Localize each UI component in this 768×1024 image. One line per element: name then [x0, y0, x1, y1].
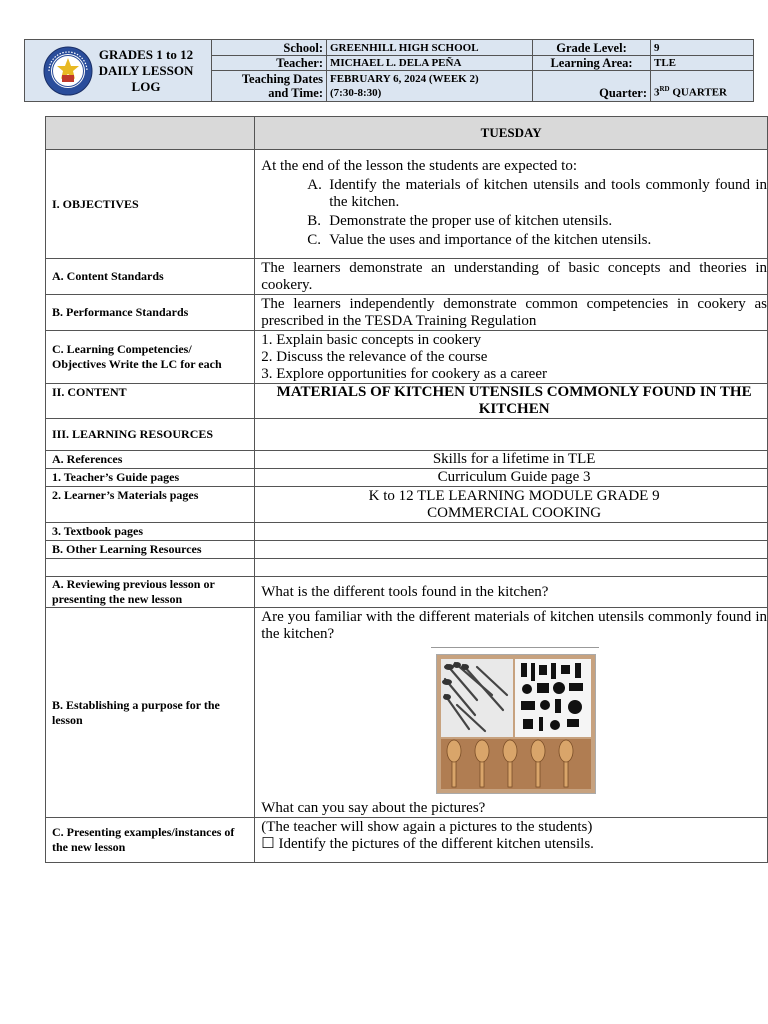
- content-standards-label: A. Content Standards: [46, 259, 255, 295]
- learning-resources-value: [255, 419, 768, 451]
- establishing-question: Are you familiar with the different materials of kitchen utensils commonly found in the kitchen?: [261, 609, 767, 642]
- presenting-line-2: ☐ Identify the pictures of the different kitchen utensils.: [261, 836, 594, 852]
- learners-materials-label: 2. Learner’s Materials pages: [46, 487, 255, 523]
- establishing-followup: What can you say about the pictures?: [261, 800, 486, 816]
- teachers-guide-row: [46, 469, 768, 487]
- deped-seal-icon: [43, 46, 93, 96]
- teachers-guide-value: Curriculum Guide page 3: [255, 469, 768, 487]
- quarter-value: 3RD QUARTER: [651, 71, 754, 102]
- learning-resources-label: III. LEARNING RESOURCES: [46, 419, 255, 451]
- content-standards-row: [46, 259, 768, 295]
- textbook-value: [255, 523, 768, 541]
- quarter-label: Quarter:: [533, 71, 651, 102]
- list-item: C. Value the uses and importance of the kitchen utensils.: [307, 231, 652, 248]
- objectives-intro: At the end of the lesson the students are expected to:: [261, 157, 577, 174]
- teacher-value: MICHAEL L. DELA PEÑA: [327, 56, 533, 71]
- content-standards-text: The learners demonstrate an understanding of basic concepts and theories in cookery.: [255, 259, 768, 295]
- performance-standards-text: The learners independently demonstrate common competencies in cookery as prescribed in the TESDA Training Regulation: [255, 295, 768, 331]
- learners-materials-value: K to 12 TLE LEARNING MODULE GRADE 9 COMMERCIAL COOKING: [255, 487, 768, 523]
- grade-level-label: Grade Level:: [533, 40, 651, 56]
- other-resources-label: B. Other Learning Resources: [46, 541, 255, 559]
- spacer-row: [46, 559, 768, 577]
- other-resources-row: [46, 541, 768, 559]
- spacer-cell: [46, 559, 255, 577]
- presenting-row: [46, 818, 768, 863]
- reviewing-row: [46, 577, 768, 608]
- establishing-content: [255, 608, 768, 818]
- list-item: A. Identify the materials of kitchen utensils and tools commonly found in the kitchen.: [307, 176, 767, 210]
- kitchen-utensils-icon: [437, 655, 595, 793]
- references-value: Skills for a lifetime in TLE: [255, 451, 768, 469]
- references-label: A. References: [46, 451, 255, 469]
- school-label: School:: [212, 40, 327, 56]
- day-row: [46, 117, 768, 150]
- content-row: [46, 384, 768, 419]
- learners-materials-row: [46, 487, 768, 523]
- header-title-cell: [25, 40, 212, 102]
- references-row: [46, 451, 768, 469]
- list-item: 2. Discuss the relevance of the course: [261, 348, 488, 365]
- teacher-label: Teacher:: [212, 56, 327, 71]
- lesson-plan-table: [45, 116, 768, 863]
- competencies-list: [255, 331, 768, 384]
- content-label: II. CONTENT: [46, 384, 255, 419]
- textbook-label: 3. Textbook pages: [46, 523, 255, 541]
- teaching-dates-label: Teaching Dates and Time:: [212, 71, 327, 102]
- day-heading: TUESDAY: [255, 117, 768, 150]
- establishing-label: B. Establishing a purpose for the lesson: [46, 608, 255, 818]
- day-row-label-cell: [46, 117, 255, 150]
- checkbox-bullet-icon: ☐: [261, 836, 275, 852]
- learning-area-value: TLE: [651, 56, 754, 71]
- teachers-guide-label: 1. Teacher’s Guide pages: [46, 469, 255, 487]
- teaching-dates-value: FEBRUARY 6, 2024 (WEEK 2) (7:30-8:30): [327, 71, 533, 102]
- competencies-row: [46, 331, 768, 384]
- reviewing-label: A. Reviewing previous lesson or presenting the new lesson: [46, 577, 255, 608]
- learning-area-label: Learning Area:: [533, 56, 651, 71]
- other-resources-value: [255, 541, 768, 559]
- presenting-label: C. Presenting examples/instances of the new lesson: [46, 818, 255, 863]
- header-title: GRADES 1 to 12 DAILY LESSON LOG: [98, 46, 194, 94]
- presenting-content: [255, 818, 768, 863]
- list-item: 1. Explain basic concepts in cookery: [261, 331, 482, 348]
- grade-level-value: 9: [651, 40, 754, 56]
- textbook-row: [46, 523, 768, 541]
- spacer-cell: [255, 559, 768, 577]
- objectives-row: [46, 150, 768, 259]
- establishing-row: [46, 608, 768, 818]
- presenting-line-1: (The teacher will show again a pictures to the students): [261, 819, 593, 835]
- school-value: GREENHILL HIGH SCHOOL: [327, 40, 533, 56]
- reviewing-text: What is the different tools found in the kitchen?: [255, 577, 768, 608]
- kitchen-utensils-image: [436, 654, 596, 794]
- competencies-label: C. Learning Competencies/ Objectives Write the LC for each: [46, 331, 255, 384]
- image-divider: [431, 647, 599, 648]
- performance-standards-label: B. Performance Standards: [46, 295, 255, 331]
- objectives-content: [255, 150, 768, 259]
- objectives-label: I. OBJECTIVES: [46, 150, 255, 259]
- performance-standards-row: [46, 295, 768, 331]
- objectives-list: [261, 177, 767, 249]
- lesson-log-header: [24, 39, 754, 102]
- learning-resources-row: [46, 419, 768, 451]
- list-item: 3. Explore opportunities for cookery as a career: [261, 365, 547, 382]
- content-title: MATERIALS OF KITCHEN UTENSILS COMMONLY FOUND IN THE KITCHEN: [255, 384, 768, 419]
- list-item: B. Demonstrate the proper use of kitchen utensils.: [307, 212, 613, 229]
